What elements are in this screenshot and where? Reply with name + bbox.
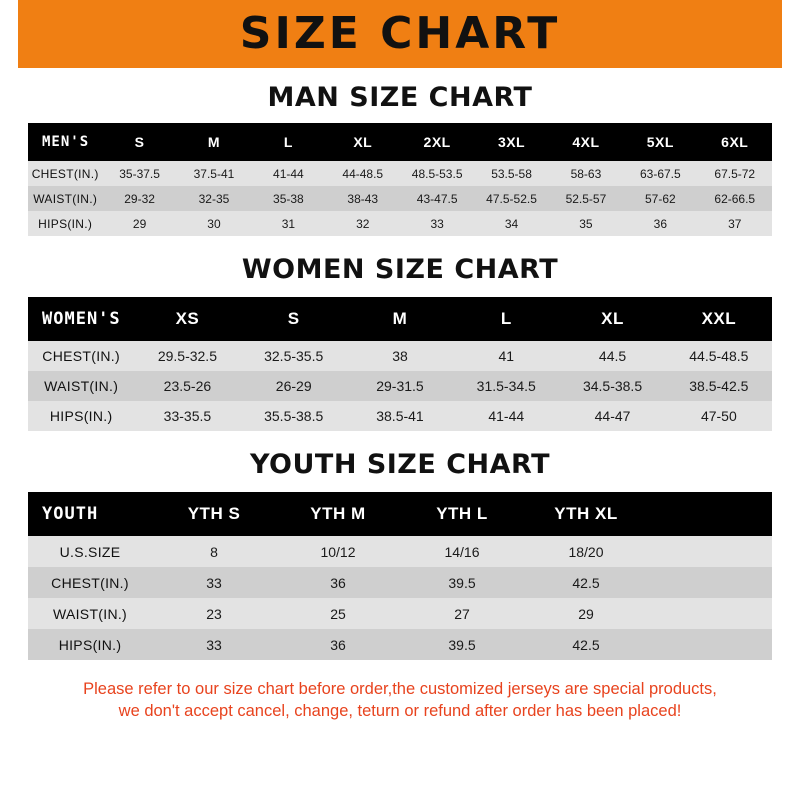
women-size-table (28, 297, 772, 431)
women-col-4: XL (559, 297, 665, 341)
youth-r1c0: 33 (152, 567, 276, 598)
youth-r0c3: 18/20 (524, 536, 648, 567)
women-col-3: L (453, 297, 559, 341)
youth-r2c3: 29 (524, 598, 648, 629)
man-col-3: XL (326, 123, 400, 161)
table-row (28, 211, 772, 236)
man-r2c8: 37 (698, 211, 772, 236)
table-row (28, 186, 772, 211)
women-r0c1: 32.5-35.5 (241, 341, 347, 371)
table-row (28, 401, 772, 431)
table-header-row (28, 123, 772, 161)
man-r1c0: 29-32 (102, 186, 176, 211)
man-r1c2: 35-38 (251, 186, 325, 211)
youth-r2c4 (648, 598, 772, 629)
women-col-1: S (241, 297, 347, 341)
youth-size-table (28, 492, 772, 660)
table-row (28, 161, 772, 186)
women-r0c3: 41 (453, 341, 559, 371)
women-row-2-label: HIPS(IN.) (28, 401, 134, 431)
women-col-0: XS (134, 297, 240, 341)
man-r0c3: 44-48.5 (326, 161, 400, 186)
youth-row-3-label: HIPS(IN.) (28, 629, 152, 660)
women-r1c3: 31.5-34.5 (453, 371, 559, 401)
women-r2c2: 38.5-41 (347, 401, 453, 431)
man-r0c6: 58-63 (549, 161, 623, 186)
youth-col-2: YTH L (400, 492, 524, 536)
youth-r3c0: 33 (152, 629, 276, 660)
man-col-2: L (251, 123, 325, 161)
man-r2c2: 31 (251, 211, 325, 236)
youth-col-1: YTH M (276, 492, 400, 536)
women-r1c2: 29-31.5 (347, 371, 453, 401)
order-policy-note (0, 668, 800, 723)
women-r0c5: 44.5-48.5 (666, 341, 772, 371)
women-r1c0: 23.5-26 (134, 371, 240, 401)
youth-table-wrap (0, 492, 800, 660)
women-r0c2: 38 (347, 341, 453, 371)
women-r2c5: 47-50 (666, 401, 772, 431)
man-r0c0: 35-37.5 (102, 161, 176, 186)
page-title: SIZE CHART (239, 8, 561, 59)
table-header-row (28, 492, 772, 536)
man-r0c7: 63-67.5 (623, 161, 697, 186)
man-row-0-label: CHEST(IN.) (28, 161, 102, 186)
women-row-0-label: CHEST(IN.) (28, 341, 134, 371)
man-r1c5: 47.5-52.5 (474, 186, 548, 211)
women-r0c4: 44.5 (559, 341, 665, 371)
women-table-wrap (0, 297, 800, 431)
youth-r0c2: 14/16 (400, 536, 524, 567)
women-r2c4: 44-47 (559, 401, 665, 431)
youth-r3c3: 42.5 (524, 629, 648, 660)
man-col-8: 6XL (698, 123, 772, 161)
women-r2c1: 35.5-38.5 (241, 401, 347, 431)
man-r1c1: 32-35 (177, 186, 251, 211)
women-section-title: WOMEN SIZE CHART (241, 254, 559, 285)
youth-col-0: YTH S (152, 492, 276, 536)
man-r0c8: 67.5-72 (698, 161, 772, 186)
table-row (28, 341, 772, 371)
youth-col-4 (648, 492, 772, 536)
man-r2c0: 29 (102, 211, 176, 236)
youth-r1c4 (648, 567, 772, 598)
youth-r0c4 (648, 536, 772, 567)
youth-r2c2: 27 (400, 598, 524, 629)
women-r0c0: 29.5-32.5 (134, 341, 240, 371)
women-col-5: XXL (666, 297, 772, 341)
header-banner (0, 0, 800, 68)
man-row-2-label: HIPS(IN.) (28, 211, 102, 236)
women-row-1-label: WAIST(IN.) (28, 371, 134, 401)
table-row (28, 598, 772, 629)
youth-row-0-label: U.S.SIZE (28, 536, 152, 567)
youth-r3c4 (648, 629, 772, 660)
youth-row-1-label: CHEST(IN.) (28, 567, 152, 598)
women-r1c4: 34.5-38.5 (559, 371, 665, 401)
man-section-title: MAN SIZE CHART (267, 82, 533, 113)
table-header-row (28, 297, 772, 341)
table-row (28, 371, 772, 401)
youth-col-3: YTH XL (524, 492, 648, 536)
women-r1c1: 26-29 (241, 371, 347, 401)
man-size-table (28, 123, 772, 236)
youth-r3c2: 39.5 (400, 629, 524, 660)
man-col-7: 5XL (623, 123, 697, 161)
man-r0c2: 41-44 (251, 161, 325, 186)
women-r2c0: 33-35.5 (134, 401, 240, 431)
man-corner-label: MEN'S (28, 123, 102, 161)
youth-r1c2: 39.5 (400, 567, 524, 598)
man-r1c7: 57-62 (623, 186, 697, 211)
note-line-2: we don't accept cancel, change, teturn or refund after order has been placed! (118, 702, 682, 721)
man-r1c4: 43-47.5 (400, 186, 474, 211)
man-r2c7: 36 (623, 211, 697, 236)
youth-r2c0: 23 (152, 598, 276, 629)
man-col-1: M (177, 123, 251, 161)
man-r2c1: 30 (177, 211, 251, 236)
man-r0c4: 48.5-53.5 (400, 161, 474, 186)
note-line-1: Please refer to our size chart before order,the customized jerseys are special products, (83, 680, 717, 698)
women-r2c3: 41-44 (453, 401, 559, 431)
man-r1c6: 52.5-57 (549, 186, 623, 211)
table-row (28, 567, 772, 598)
man-col-5: 3XL (474, 123, 548, 161)
man-r2c6: 35 (549, 211, 623, 236)
women-col-2: M (347, 297, 453, 341)
youth-corner-label: YOUTH (28, 492, 152, 536)
banner-edge-left (0, 0, 18, 68)
man-r2c3: 32 (326, 211, 400, 236)
man-col-0: S (102, 123, 176, 161)
man-r1c8: 62-66.5 (698, 186, 772, 211)
man-r1c3: 38-43 (326, 186, 400, 211)
man-table-wrap (0, 123, 800, 236)
table-row (28, 536, 772, 567)
youth-r0c0: 8 (152, 536, 276, 567)
women-corner-label: WOMEN'S (28, 297, 134, 341)
youth-section-title: YOUTH SIZE CHART (249, 449, 551, 480)
youth-r2c1: 25 (276, 598, 400, 629)
man-row-1-label: WAIST(IN.) (28, 186, 102, 211)
man-r0c5: 53.5-58 (474, 161, 548, 186)
youth-r3c1: 36 (276, 629, 400, 660)
man-col-6: 4XL (549, 123, 623, 161)
man-col-4: 2XL (400, 123, 474, 161)
man-r2c5: 34 (474, 211, 548, 236)
youth-r1c1: 36 (276, 567, 400, 598)
man-r2c4: 33 (400, 211, 474, 236)
youth-r1c3: 42.5 (524, 567, 648, 598)
women-r1c5: 38.5-42.5 (666, 371, 772, 401)
youth-r0c1: 10/12 (276, 536, 400, 567)
table-row (28, 629, 772, 660)
man-r0c1: 37.5-41 (177, 161, 251, 186)
youth-row-2-label: WAIST(IN.) (28, 598, 152, 629)
banner-edge-right (782, 0, 800, 68)
